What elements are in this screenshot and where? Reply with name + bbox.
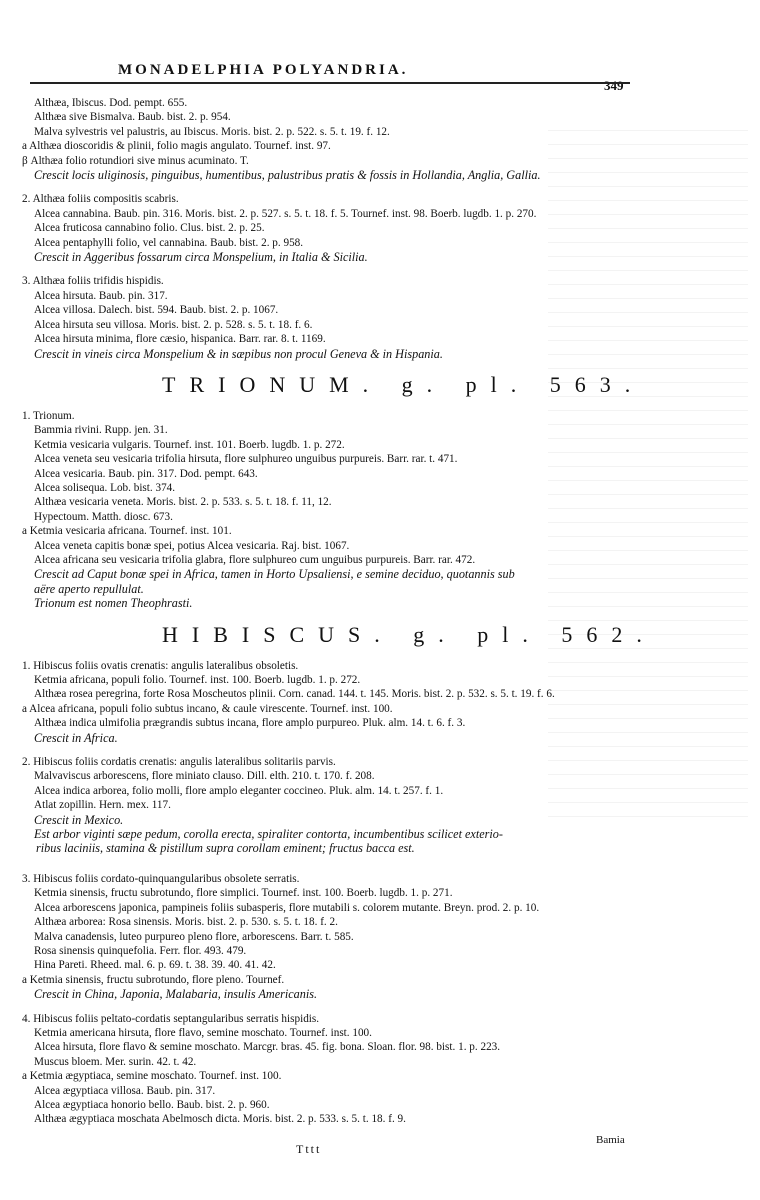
text-line: Alcea solisequa. Lob. bist. 374. [34, 481, 176, 494]
text-line: aëre aperto repullulat. [34, 581, 144, 596]
catchword: Bamia [596, 1134, 625, 1146]
text-line: Alcea veneta seu vesicaria trifolia hirsuta, flore sulphureo unguibus purpureis. Barr. rar. t. 471. [34, 453, 458, 466]
header-rule [30, 82, 630, 84]
text-line: Ketmia africana, populi folio. Tournef. inst. 100. Boerb. lugdb. 1. p. 272. [34, 674, 361, 686]
text-line: Crescit locis uliginosis, pinguibus, humentibus, palustribus pratis & fossis in Hollandia, Anglia, Gallia. [34, 168, 541, 183]
text-line: 2. Hibiscus foliis cordatis crenatis: angulis lateralibus solitariis parvis. [22, 756, 336, 769]
spacer [22, 182, 722, 192]
text-line: Malva canadensis, luteo purpureo pleno flore, arborescens. Barr. t. 585. [34, 930, 354, 943]
text-line: Althæa vesicaria veneta. Moris. bist. 2. p. 533. s. 5. t. 18. f. 11, 12. [34, 496, 332, 509]
text-line: Althæa ægyptiaca moschata Abelmosch dicta. Moris. bist. 2. p. 533. s. 5. t. 18. f. 9. [34, 1113, 406, 1126]
text-line: Althæa rosea peregrina, forte Rosa Moscheutos plinii. Corn. canad. 144. t. 145. Moris. bist. 2. p. 532. s. 5. t. 19. f. 6. [34, 688, 555, 701]
text-line: Atlat zopillin. Hern. mex. 117. [34, 799, 171, 812]
text-line: 3. Hibiscus foliis cordato-quinquangularibus obsolete serratis. [22, 872, 300, 885]
text-line: Althæa, Ibiscus. Dod. pempt. 655. [34, 97, 188, 109]
text-line: Althæa sive Bismalva. Baub. bist. 2. p. 954. [34, 111, 231, 124]
text-line: Rosa sinensis quinquefolia. Ferr. flor. 493. 479. [34, 944, 247, 957]
text-line: Alcea hirsuta. Baub. pin. 317. [34, 289, 168, 302]
page-body [22, 96, 722, 1127]
text-line: Alcea hirsuta, flore flavo & semine moschato. Marcgr. bras. 45. fig. bona. Sloan. flor. 98. bist. 1. p. 223. [34, 1041, 501, 1054]
text-line: Ketmia vesicaria vulgaris. Tournef. inst. 101. Boerb. lugdb. 1. p. 272. [34, 438, 345, 451]
text-line: Alcea vesicaria. Baub. pin. 317. Dod. pempt. 643. [34, 467, 258, 480]
spacer [22, 745, 722, 755]
text-line: Crescit in Aggeribus fossarum circa Monspelium, in Italia & Sicilia. [34, 250, 368, 265]
text-line: Alcea villosa. Dalech. bist. 594. Baub. bist. 2. p. 1067. [34, 304, 279, 317]
text-line: Alcea cannabina. Baub. pin. 316. Moris. bist. 2. p. 527. s. 5. t. 18. f. 5. Tournef. inst. 98. Boerb. lugdb. 1. p. 270. [34, 207, 537, 220]
text-line: Crescit in Mexico. [34, 812, 124, 827]
text-line: Alcea indica arborea, folio molli, flore amplo eleganter coccineo. Pluk. alm. 14. t. 257. f. 1. [34, 784, 444, 797]
running-header: MONADELPHIA POLYANDRIA. [118, 62, 409, 78]
text-line: Ketmia sinensis, fructu subrotundo, flore simplici. Tournef. inst. 100. Boerb. lugdb. 1. p. 271. [34, 887, 453, 900]
text-line: Crescit in vineis circa Monspelium & in sæpibus non procul Geneva & in Hispania. [34, 346, 443, 361]
text-line: β Althæa folio rotundiori sive minus acuminato. T. [22, 154, 249, 167]
text-line: Hina Pareti. Rheed. mal. 6. p. 69. t. 38. 39. 40. 41. 42. [34, 959, 276, 972]
text-line: Est arbor viginti sæpe pedum, corolla erecta, spiraliter contorta, incumbentibus scilicet exterio- [34, 827, 503, 842]
spacer [22, 856, 722, 872]
text-line: 1. Trionum. [22, 409, 75, 422]
text-line: Alcea arborescens japonica, pampineis foliis subasperis, flore mutabili s. colorem mutante. Breyn. prod. 2. p. 10. [34, 901, 540, 914]
text-line: Alcea hirsuta minima, flore cæsio, hispanica. Barr. rar. 8. t. 1169. [34, 333, 326, 346]
spacer [22, 264, 722, 274]
genus-heading: HIBISCUS. g. pl. 562. [162, 621, 656, 647]
text-line: a Ketmia vesicaria africana. Tournef. inst. 101. [22, 525, 232, 538]
text-line: a Ketmia ægyptiaca, semine moschato. Tournef. inst. 100. [22, 1070, 282, 1083]
text-line: a Althæa dioscoridis & plinii, folio magis angulato. Tournef. inst. 97. [22, 140, 331, 153]
text-line: Althæa indica ulmifolia prægrandis subtus incana, flore amplo purpureo. Pluk. alm. 14. t. 6. f. 3. [34, 717, 466, 730]
text-line: Althæa arborea: Rosa sinensis. Moris. bist. 2. p. 530. s. 5. t. 18. f. 2. [34, 916, 338, 929]
text-line: Alcea hirsuta seu villosa. Moris. bist. 2. p. 528. s. 5. t. 18. f. 6. [34, 318, 313, 331]
text-line: Bammia rivini. Rupp. jen. 31. [34, 424, 168, 437]
text-line: Crescit in Africa. [34, 730, 118, 745]
text-line: 3. Althæa foliis trifidis hispidis. [22, 275, 164, 288]
text-line: 2. Althæa foliis compositis scabris. [22, 193, 179, 206]
text-line: Crescit ad Caput bonæ spei in Africa, tamen in Horto Upsaliensi, e semine deciduo, quotannis sub [34, 567, 515, 582]
text-line: Crescit in China, Japonia, Malabaria, insulis Americanis. [34, 987, 318, 1002]
genus-heading: TRIONUM. g. pl. 563. [162, 371, 645, 397]
text-line: Alcea africana seu vesicaria trifolia glabra, flore sulphureo cum unguibus purpureis. Barr. rar. 472. [34, 553, 476, 566]
text-line: a Ketmia sinensis, fructu subrotundo, flore pleno. Tournef. [22, 973, 285, 986]
text-line: Trionum est nomen Theophrasti. [34, 596, 193, 611]
text-line: 1. Hibiscus foliis ovatis crenatis: angulis lateralibus obsoletis. [22, 659, 299, 672]
text-line: Ketmia americana hirsuta, flore flavo, semine moschato. Tournef. inst. 100. [34, 1026, 372, 1039]
text-line: Malvaviscus arborescens, flore miniato clauso. Dill. elth. 210. t. 170. f. 208. [34, 770, 375, 783]
text-line: 4. Hibiscus foliis peltato-cordatis septangularibus serratis hispidis. [22, 1012, 320, 1025]
text-line: ribus laciniis, stamina & pistillum supra corollam eminent; fructus bacca est. [36, 841, 415, 856]
text-line: Alcea fruticosa cannabino folio. Clus. bist. 2. p. 25. [34, 222, 265, 235]
text-line: Muscus bloem. Mer. surin. 42. t. 42. [34, 1055, 197, 1068]
text-line: Alcea ægyptiaca villosa. Baub. pin. 317. [34, 1084, 216, 1097]
text-line: Alcea ægyptiaca honorio bello. Baub. bist. 2. p. 960. [34, 1098, 270, 1111]
text-line: Malva sylvestris vel palustris, au Ibiscus. Moris. bist. 2. p. 522. s. 5. t. 19. f. 12. [34, 125, 390, 138]
text-line: a Alcea africana, populi folio subtus incano, & caule virescente. Tournef. inst. 100. [22, 702, 393, 715]
page-number: 349 [604, 78, 624, 93]
text-line: Alcea pentaphylli folio, vel cannabina. Baub. bist. 2. p. 958. [34, 236, 304, 249]
text-line: Hypectoum. Matth. diosc. 673. [34, 510, 173, 523]
signature-mark: Tttt [296, 1142, 322, 1156]
spacer [22, 1002, 722, 1012]
text-line: Alcea veneta capitis bonæ spei, potius Alcea vesicaria. Raj. bist. 1067. [34, 539, 350, 552]
